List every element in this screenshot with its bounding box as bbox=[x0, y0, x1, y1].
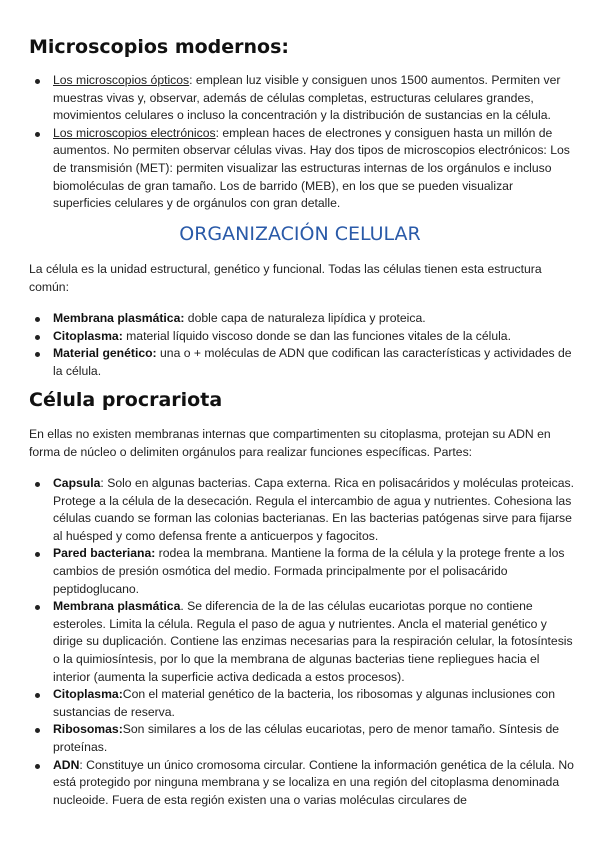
term-ribosomas: Ribosomas: bbox=[53, 722, 123, 737]
item-text: : emplean haces de electrones y consiguen hasta un millón de aumentos. No permiten observar células vivas. Hay dos tipos de microscopios electrónicos: Los de transmisión (MET): permiten visualizar las estructuras internas de los orgánulos e incluso biomoléculas de gran tamaño. Los de barrido (MEB), en los que se pueden visualizar superficies celulares y de orgánulos con gran detalle. bbox=[53, 125, 570, 211]
item-text: rodea la membrana. Mantiene la forma de la célula y la protege frente a los cambios de presión osmótica del medio. Formada principalmente por el polisacárido peptidoglucano. bbox=[53, 546, 565, 596]
term-pared-bacteriana: Pared bacteriana: bbox=[53, 546, 156, 561]
bullet-icon bbox=[35, 728, 40, 733]
bullet-icon bbox=[35, 132, 40, 137]
term-material-genetico: Material genético: bbox=[53, 346, 157, 361]
heading-celula-procariota: Célula procrariota bbox=[29, 389, 223, 411]
term-microscopios-electronicos: Los microscopios electrónicos bbox=[53, 125, 216, 140]
bullet-icon bbox=[35, 605, 40, 610]
list-item bbox=[29, 125, 574, 213]
term-adn: ADN bbox=[53, 757, 80, 772]
bullet-icon bbox=[35, 317, 40, 322]
term-citoplasma: Citoplasma: bbox=[53, 328, 123, 343]
bullet-icon bbox=[35, 482, 40, 487]
term-microscopios-opticos: Los microscopios ópticos bbox=[53, 73, 190, 87]
list-item bbox=[29, 545, 574, 598]
list-item bbox=[29, 310, 574, 328]
bullet-icon bbox=[35, 352, 40, 357]
bullet-icon bbox=[35, 764, 40, 769]
item-text: Son similares a los de las células eucariotas, pero de menor tamaño. Síntesis de proteínas. bbox=[53, 722, 560, 754]
list-estructura-comun bbox=[29, 310, 574, 380]
paragraph-intro-procariota: En ellas no existen membranas internas que compartimenten su citoplasma, protejan su ADN en forma de núcleo o delimiten orgánulos para realizar funciones específicas. Partes: bbox=[29, 427, 551, 459]
list-item bbox=[29, 757, 574, 810]
list-item bbox=[29, 721, 574, 756]
list-item bbox=[29, 72, 574, 125]
list-item bbox=[29, 598, 574, 686]
heading-microscopios-modernos: Microscopios modernos: bbox=[29, 36, 290, 58]
term-capsula: Capsula bbox=[53, 476, 101, 490]
list-item bbox=[29, 345, 574, 380]
item-text: : emplean luz visible y consiguen unos 1500 aumentos. Permiten ver muestras vivas y, observar, además de células completas, estructuras celulares grandes, movimientos celulares o incluso la concentración y la distribución de sustancias en la célula. bbox=[53, 73, 561, 123]
item-text: . Se diferencia de la de las células eucariotas porque no contiene esteroles. Limita la célula. Regula el paso de agua y nutrientes. Ancla el material genético y dirige su duplicación. Contiene las enzimas necesarias para la respiración celular, la fotosíntesis o la quimiosíntesis, por lo que la membrana de algunas bacterias tiene repliegues hacia el interior (aumenta la superficie activa dedicada a estos procesos). bbox=[53, 599, 573, 684]
bullet-icon bbox=[35, 79, 40, 84]
list-microscopios bbox=[29, 72, 574, 213]
item-text: una o + moléculas de ADN que codifican las características y actividades de la célula. bbox=[53, 346, 572, 378]
bullet-icon bbox=[35, 335, 40, 340]
bullet-icon bbox=[35, 693, 40, 698]
item-text: doble capa de naturaleza lipídica y proteica. bbox=[184, 311, 426, 325]
list-item bbox=[29, 686, 574, 721]
item-text: : Solo en algunas bacterias. Capa externa. Rica en polisacáridos y moléculas proteicas. Protege a la célula de la desecación. Regula el intercambio de agua y nutrientes. Cohesiona las células cuando se forman las colonias bacterianas. En las bacterias patógenas sirve para fijarse al huésped y como defensa frente a anticuerpos y fagocitos. bbox=[53, 476, 574, 543]
list-item bbox=[29, 328, 574, 346]
bullet-icon bbox=[35, 552, 40, 557]
paragraph-intro-organizacion: La célula es la unidad estructural, genético y funcional. Todas las células tienen esta estructura común: bbox=[29, 262, 542, 294]
heading-organizacion-celular: ORGANIZACIÓN CELULAR bbox=[179, 223, 421, 245]
item-text: : Constituye un único cromosoma circular. Contiene la información genética de la célula. No está protegido por ninguna membrana y se localiza en una región del citoplasma denominada nucleoide. Fuera de esta región existen una o varias moléculas circulares de bbox=[53, 757, 574, 807]
list-item bbox=[29, 475, 574, 545]
item-text: material líquido viscoso donde se dan las funciones vitales de la célula. bbox=[122, 328, 511, 343]
term-membrana-plasmatica: Membrana plasmática: bbox=[53, 311, 185, 325]
item-text: Con el material genético de la bacteria, los ribosomas y algunas inclusiones con sustancias de reserva. bbox=[53, 687, 555, 719]
term-citoplasma-procariota: Citoplasma: bbox=[53, 687, 123, 702]
list-partes-procariota bbox=[29, 475, 574, 809]
term-membrana-plasmatica-procariota: Membrana plasmática bbox=[53, 599, 181, 614]
